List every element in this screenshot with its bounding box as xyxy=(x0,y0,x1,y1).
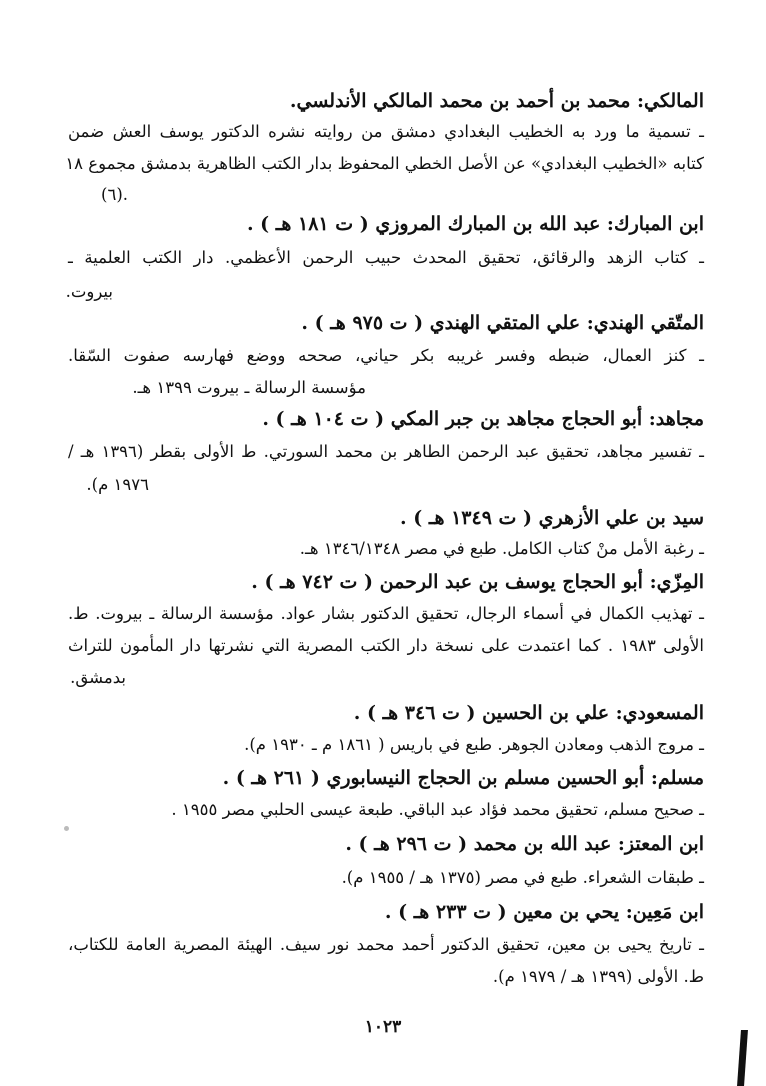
entry-heading: المتّقي الهندي: علي المتقي الهندي ( ت ٩٧٥ هـ ) . xyxy=(301,312,704,334)
entry-text-line: ـ تهذيب الكمال في أسماء الرجال، تحقيق الدكتور بشار عواد. مؤسسة الرسالة ـ بيروت. ط. xyxy=(68,604,704,623)
entry-text-line: ـ تسمية ما ورد به الخطيب البغدادي دمشق من روايته نشره الدكتور يوسف العش ضمن xyxy=(68,122,704,141)
entry-text-line: ـ تاريخ يحيى بن معين، تحقيق الدكتور أحمد محمد نور سيف. الهيئة المصرية العامة للكتاب، xyxy=(68,935,704,954)
entry-text-line: الأولى ١٩٨٣ . كما اعتمدت على نسخة دار الكتب المصرية التي نشرتها دار المأمون للتراث xyxy=(68,636,704,655)
entry-text-line: ـ صحيح مسلم، تحقيق محمد فؤاد عبد الباقي. طبعة عيسى الحلبي مصر ١٩٥٥ . xyxy=(171,800,704,819)
entry-text-line: ـ كتاب الزهد والرقائق، تحقيق المحدث حبيب الرحمن الأعظمي. دار الكتب العلمية ـ xyxy=(68,248,704,267)
entry-heading: مجاهد: أبو الحجاج مجاهد بن جبر المكي ( ت ١٠٤ هـ ) . xyxy=(262,408,704,430)
entry-text-line: (٦). xyxy=(101,185,128,204)
entry-heading: مسلم: أبو الحسين مسلم بن الحجاج النيسابوري ( ٢٦١ هـ ) . xyxy=(222,767,704,789)
entry-heading: ابن مَعِين: يحي بن معين ( ت ٢٣٣ هـ ) . xyxy=(384,901,704,923)
binding-edge-shadow xyxy=(737,1030,748,1086)
entry-text-line: ط. الأولى (١٣٩٩ هـ / ١٩٧٩ م). xyxy=(492,967,704,986)
scan-speck xyxy=(64,826,69,831)
entry-heading: ابن المعتز: عبد الله بن محمد ( ت ٢٩٦ هـ ) . xyxy=(345,833,704,855)
entry-text-line: ـ تفسير مجاهد، تحقيق عبد الرحمن الطاهر بن محمد السورتي. ط الأولى بقطر (١٣٩٦ هـ / xyxy=(68,442,705,461)
entry-heading: المالكي: محمد بن أحمد بن محمد المالكي الأندلسي. xyxy=(289,90,704,112)
entry-text-line: ـ رغبة الأمل منْ كتاب الكامل. طبع في مصر ١٣٤٦/١٣٤٨ هـ. xyxy=(299,539,704,558)
entry-text-line: ـ كنز العمال، ضبطه وفسر غريبه بكر حياني، صححه ووضع فهارسه صفوت السّقا. xyxy=(68,346,704,365)
entry-text-line: ـ مروج الذهب ومعادن الجوهر. طبع في باريس ( ١٨٦١ م ـ ١٩٣٠ م). xyxy=(244,735,704,754)
entry-heading: ابن المبارك: عبد الله بن المبارك المروزي ( ت ١٨١ هـ ) . xyxy=(246,213,704,235)
entry-text-line: مؤسسة الرسالة ـ بيروت ١٣٩٩ هـ. xyxy=(132,378,366,397)
entry-text-line: بدمشق. xyxy=(70,668,126,687)
entry-text-line: ـ طبقات الشعراء. طبع في مصر (١٣٧٥ هـ / ١٩٥٥ م). xyxy=(341,868,704,887)
entry-text-line: ١٩٧٦ م). xyxy=(86,475,149,494)
page-number: ١٠٢٣ xyxy=(364,1017,402,1037)
entry-heading: المِزّي: أبو الحجاج يوسف بن عبد الرحمن ( ت ٧٤٢ هـ ) . xyxy=(251,571,704,593)
entry-text-line: بيروت. xyxy=(65,282,113,301)
entry-heading: المسعودي: علي بن الحسين ( ت ٣٤٦ هـ ) . xyxy=(353,702,704,724)
entry-heading: سيد بن علي الأزهري ( ت ١٣٤٩ هـ ) . xyxy=(400,507,704,529)
entry-text-line: كتابه «الخطيب البغدادي» عن الأصل الخطي المحفوظ بدار الكتب الظاهرية بدمشق مجموع ١٨ xyxy=(65,154,704,173)
